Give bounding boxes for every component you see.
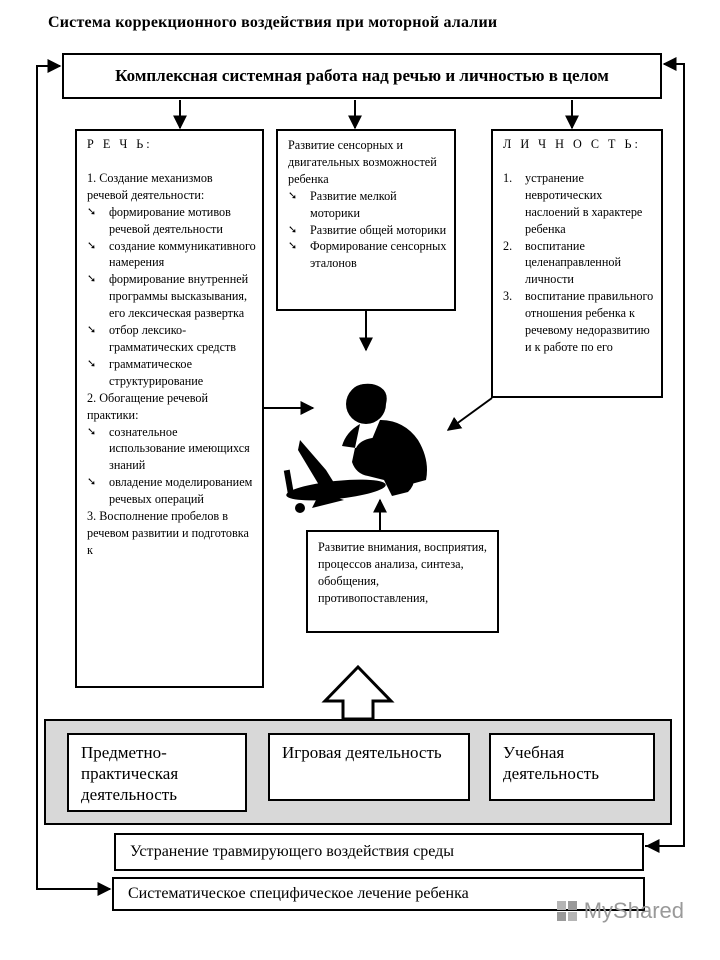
arrow-bullet-icon: ➘ (87, 357, 97, 370)
list-item: 3. воспитание правильного отношения ребенка к речевому недоразвитию и к работе по его (503, 289, 654, 354)
arrow-bullet-icon: ➘ (288, 223, 298, 236)
speech-point-3: 3. Восполнение пробелов в речевом развитии и подготовка к (87, 509, 249, 557)
list-item: ➘ создание коммуникативного намерения (87, 238, 256, 270)
watermark: MyShared (556, 898, 684, 924)
treatment-bar: Систематическое специфическое лечение ребенка (112, 877, 645, 911)
arrow-bullet-icon: ➘ (87, 476, 97, 489)
arrow-bullet-icon: ➘ (288, 240, 298, 253)
list-item: ➘ сознательное использование имеющихся знаний (87, 424, 250, 473)
list-item: ➘ овладение моделированием речевых операций (87, 475, 253, 507)
list-item: 1. устранение невротических наслоений в характере ребенка (503, 170, 643, 236)
arrow-bullet-icon: ➘ (87, 425, 97, 438)
page-title: Система коррекционного воздействия при моторной алалии (48, 14, 498, 31)
list-item: ➘ грамматическое структурирование (87, 356, 204, 388)
top-box-text: Комплексная системная работа над речью и личностью в целом (115, 66, 609, 85)
activity-box-study: Учебная деятельность (489, 733, 655, 801)
arrow-personality-to-child (448, 398, 492, 430)
list-item: 2. воспитание целенаправленной личности (503, 238, 621, 287)
list-item: ➘ формирование мотивов речевой деятельности (87, 204, 231, 236)
arrow-bullet-icon: ➘ (87, 205, 97, 218)
arrow-bullet-icon: ➘ (288, 189, 298, 202)
personality-heading: Л И Ч Н О С Т Ь: (503, 137, 641, 151)
speech-point-2: 2. Обогащение речевой практики: (87, 390, 209, 422)
attention-text: Развитие внимания, восприятия, процессов анализа, синтеза, обобщения, противопоставления, (318, 540, 487, 605)
arrow-bullet-icon: ➘ (87, 273, 97, 286)
watermark-logo-icon (556, 900, 578, 922)
personality-box (491, 129, 663, 398)
speech-point-1: 1. Создание механизмов речевой деятельности: (87, 170, 213, 202)
attention-box (306, 530, 499, 633)
speech-heading: Р Е Ч Ь: (87, 137, 153, 151)
list-item: ➘ Развитие мелкой моторики (288, 188, 397, 220)
sensory-box (276, 129, 456, 311)
activity-box-play: Игровая деятельность (268, 733, 470, 801)
list-item: ➘ Формирование сенсорных эталонов (288, 239, 447, 271)
sensory-heading: Развитие сенсорных и двигательных возможностей ребенка (288, 138, 437, 186)
child-with-airplane-icon (284, 384, 427, 513)
arrow-bullet-icon: ➘ (87, 324, 97, 337)
environment-bar: Устранение травмирующего воздействия среды (114, 833, 644, 871)
list-item: ➘ Развитие общей моторики (288, 222, 447, 237)
arrow-bullet-icon: ➘ (87, 239, 97, 252)
hollow-up-arrow-icon (325, 667, 391, 719)
list-item: ➘ отбор лексико-грамматических средств (87, 323, 237, 354)
top-box (62, 53, 662, 99)
speech-box (75, 129, 264, 688)
activity-box-practical: Предметно-практическая деятельность (67, 733, 247, 812)
list-item: ➘ формирование внутренней программы высказывания, его лексическая развертка (87, 272, 249, 321)
